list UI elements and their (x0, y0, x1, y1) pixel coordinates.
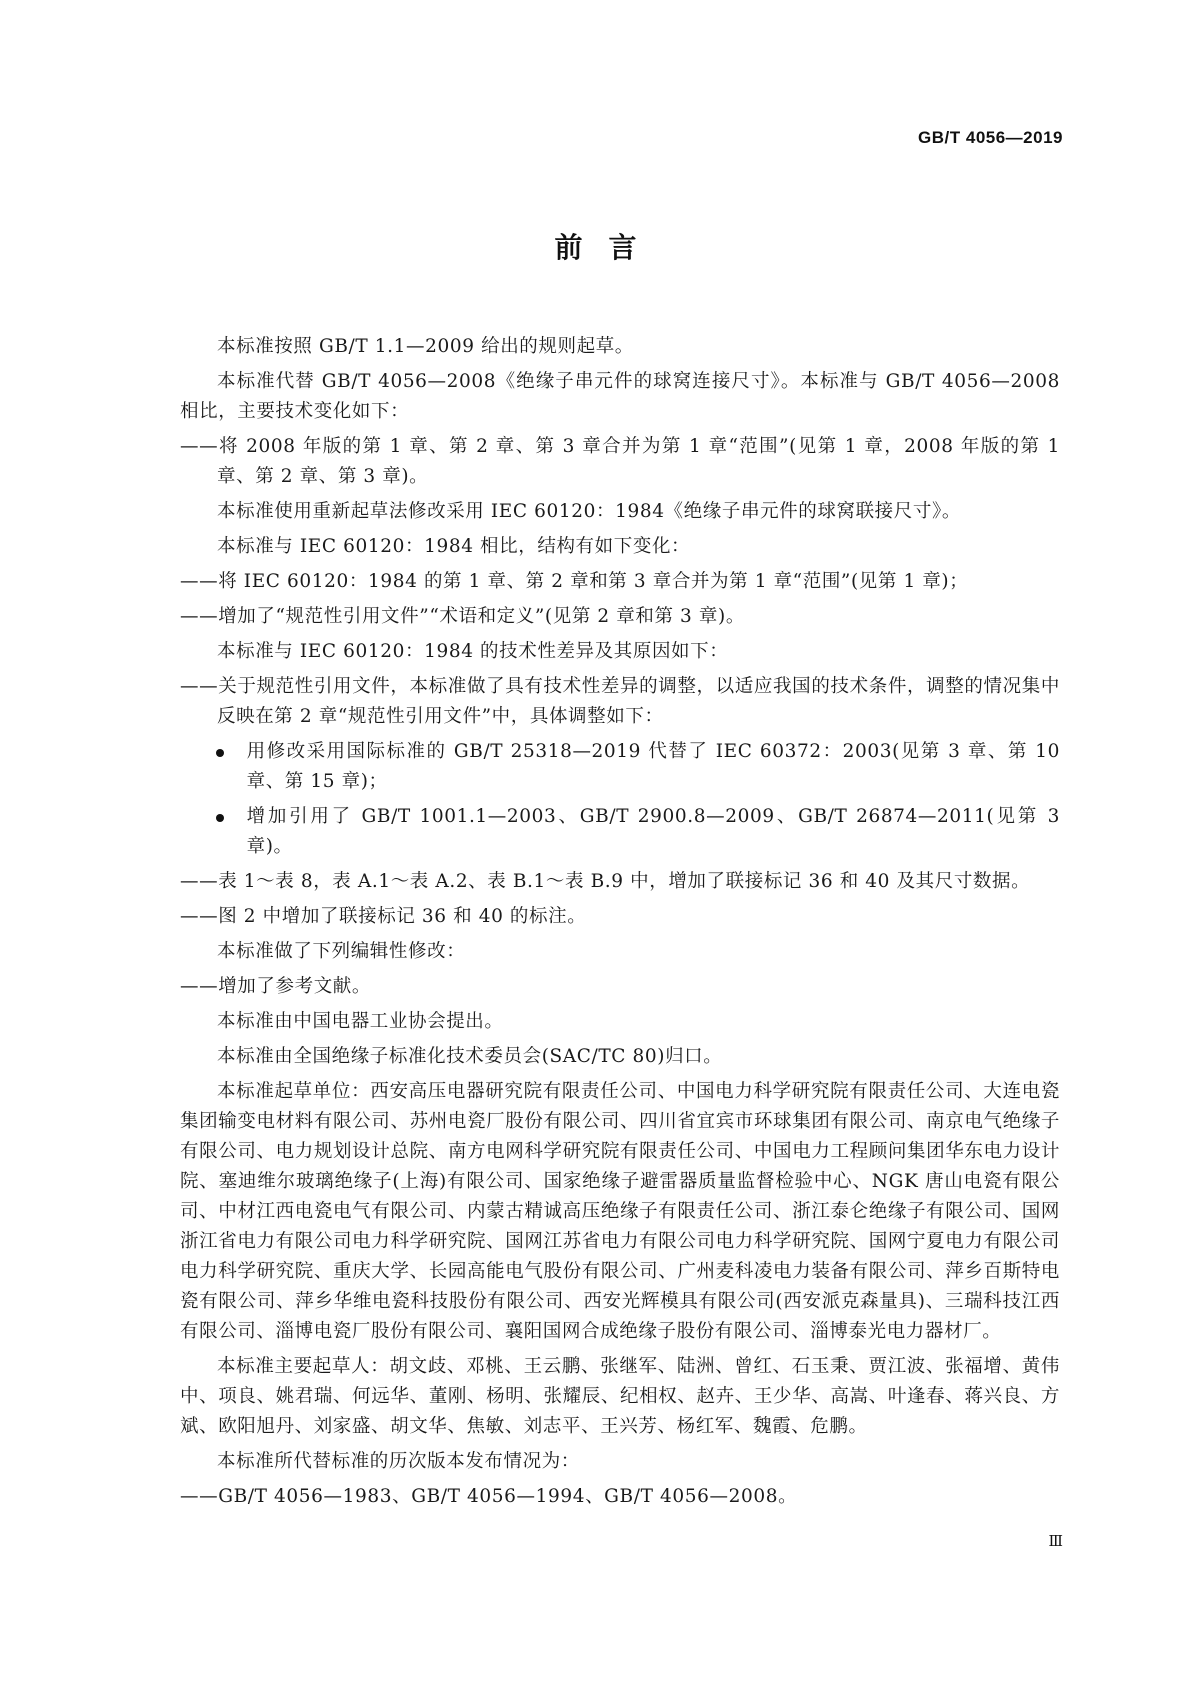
paragraph: 本标准做了下列编辑性修改： (217, 941, 466, 962)
dash-item: ——GB/T 4056—1983、GB/T 4056—1994、GB/T 4056—2008。 (180, 1486, 798, 1507)
dash-item: ——将 IEC 60120：1984 的第 1 章、第 2 章和第 3 章合并为第 1 章“范围”(见第 1 章)； (180, 571, 969, 592)
paragraph: 本标准所代替标准的历次版本发布情况为： (217, 1451, 580, 1472)
standard-code: GB/T 4056—2019 (918, 128, 1063, 147)
dash-item: ——关于规范性引用文件，本标准做了具有技术性差异的调整，以适应我国的技术条件，调整的情况集中反映在第 2 章“规范性引用文件”中，具体调整如下： (180, 676, 1060, 727)
paragraph: 本标准由中国电器工业协会提出。 (217, 1011, 504, 1032)
dash-item: ——图 2 中增加了联接标记 36 和 40 的标注。 (180, 906, 587, 927)
paragraph-drafting-units: 本标准起草单位：西安高压电器研究院有限责任公司、中国电力科学研究院有限责任公司、大连电瓷集团输变电材料有限公司、苏州电瓷厂股份有限公司、四川省宜宾市环球集团有限公司、南京电气绝缘子有限公司、电力规划设计总院、南方电网科学研究院有限责任公司、中国电力工程顾问集团华东电力设计院、塞迪维尔玻璃绝缘子(上海)有限公司、国家绝缘子避雷器质量监督检验中心、NGK 唐山电瓷有限公司、中材江西电瓷电气有限公司、内蒙古精诚高压绝缘子有限责任公司、浙江泰仑绝缘子有限公司、国网浙江省电力有限公司电力科学研究院、国网江苏省电力有限公司电力科学研究院、国网宁夏电力有限公司电力科学研究院、重庆大学、长园高能电气股份有限公司、广州麦科凌电力装备有限公司、萍乡百斯特电瓷有限公司、萍乡华维电瓷科技股份有限公司、西安光辉模具有限公司(西安派克森量具)、三瑞科技江西有限公司、淄博电瓷厂股份有限公司、襄阳国网合成绝缘子股份有限公司、淄博泰光电力器材厂。 (180, 1081, 1060, 1342)
dash-item: ——将 2008 年版的第 1 章、第 2 章、第 3 章合并为第 1 章“范围”(见第 1 章，2008 年版的第 1 章、第 2 章、第 3 章)。 (180, 436, 1060, 487)
bullet-dot-icon (216, 749, 224, 757)
page-title: 前言 (554, 231, 663, 264)
bullet-dot-icon (216, 814, 224, 822)
paragraph: 本标准与 IEC 60120：1984 相比，结构有如下变化： (217, 536, 691, 557)
paragraph: 本标准由全国绝缘子标准化技术委员会(SAC/TC 80)归口。 (217, 1046, 723, 1067)
bullet-text: 增加引用了 GB/T 1001.1—2003、GB/T 2900.8—2009、GB/T 26874—2011(见第 3 章)。 (246, 806, 1060, 857)
bullet-item (180, 737, 1060, 797)
paragraph: 本标准代替 GB/T 4056—2008《绝缘子串元件的球窝连接尺寸》。本标准与 GB/T 4056—2008 相比，主要技术变化如下： (180, 371, 1060, 422)
paragraph: 本标准使用重新起草法修改采用 IEC 60120：1984《绝缘子串元件的球窝联接尺寸》。 (217, 501, 961, 522)
dash-item: ——增加了参考文献。 (180, 976, 372, 997)
paragraph-drafters: 本标准主要起草人：胡文歧、邓桃、王云鹏、张继军、陆洲、曾红、石玉秉、贾江波、张福增、黄伟中、项良、姚君瑞、何远华、董刚、杨明、张耀辰、纪相权、赵卉、王少华、高嵩、叶逢春、蒋兴良、方斌、欧阳旭丹、刘家盛、胡文华、焦敏、刘志平、王兴芳、杨红军、魏霞、危鹏。 (180, 1356, 1060, 1437)
dash-item: ——增加了“规范性引用文件”“术语和定义”(见第 2 章和第 3 章)。 (180, 606, 745, 627)
paragraph: 本标准按照 GB/T 1.1—2009 给出的规则起草。 (217, 336, 634, 357)
page-number: Ⅲ (1048, 1534, 1063, 1550)
paragraph: 本标准与 IEC 60120：1984 的技术性差异及其原因如下： (217, 641, 729, 662)
bullet-item (180, 802, 1060, 862)
dash-item: ——表 1～表 8，表 A.1～表 A.2、表 B.1～表 B.9 中，增加了联接标记 36 和 40 及其尺寸数据。 (180, 871, 1031, 892)
bullet-text: 用修改采用国际标准的 GB/T 25318—2019 代替了 IEC 60372：2003(见第 3 章、第 10 章、第 15 章)； (246, 741, 1060, 792)
foreword-body (180, 332, 1060, 1517)
